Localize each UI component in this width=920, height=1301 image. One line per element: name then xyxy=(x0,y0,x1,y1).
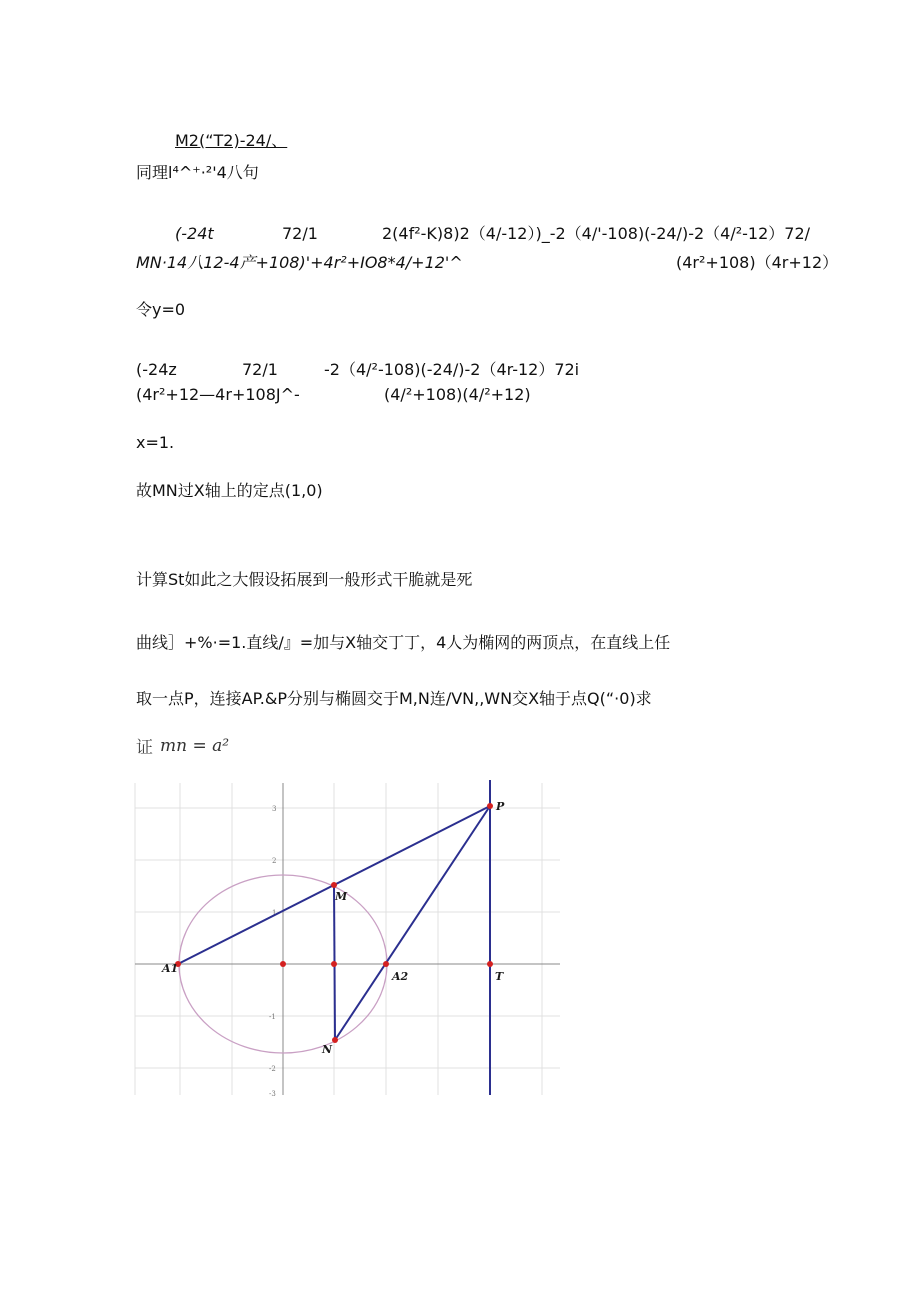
point-p xyxy=(487,803,493,809)
y-tick-1: 1 xyxy=(272,909,277,917)
doc-line-similarly: 同理l⁴^⁺·²'4八句 xyxy=(136,163,259,182)
eq1-part-a: (-24t xyxy=(175,224,214,243)
doc-line-m2: M2(“T2)-24/、 xyxy=(175,131,288,150)
y-tick-neg3: -3 xyxy=(269,1090,276,1098)
proof-prefix: 证 xyxy=(136,738,153,758)
point-a2 xyxy=(383,961,389,967)
proof-formula: mn = a² xyxy=(160,736,230,756)
conclusion: 故MN过X轴上的定点(1,0) xyxy=(136,481,323,500)
label-p: P xyxy=(496,800,505,813)
eq1-part-b: 72/1 xyxy=(282,224,318,243)
eq1-part-c: 2(4f²-K)8)2（4/-12）)_-2（4/'-108)(-24/)-2（4/²-12）72/ xyxy=(382,224,811,243)
point-t xyxy=(487,961,493,967)
let-y-zero: 令y=0 xyxy=(136,300,186,319)
x-equals-one: x=1. xyxy=(136,433,175,452)
point-n xyxy=(332,1037,338,1043)
eq3-part-c: -2（4/²-108)(-24/)-2（4r-12）72i xyxy=(324,360,580,379)
label-t: T xyxy=(495,970,504,983)
y-tick-neg1: -1 xyxy=(269,1013,276,1021)
eq3-part-b: 72/1 xyxy=(242,360,278,379)
y-tick-3: 3 xyxy=(272,805,277,813)
eq4-part-b: (4/²+108)(4/²+12) xyxy=(384,385,531,404)
y-tick-neg2: -2 xyxy=(269,1065,276,1073)
axes xyxy=(135,783,560,1095)
point-labels xyxy=(161,800,505,1056)
label-n: N xyxy=(322,1043,333,1056)
paragraph-2: 曲线］+%·=1.直线/』=加与X轴交丁丁，4人为椭网的两顶点，在直线上任 xyxy=(136,633,671,652)
label-a2: A2 xyxy=(392,970,409,983)
line-p-a2-n xyxy=(335,806,490,1040)
label-a1: A1 xyxy=(162,962,179,975)
y-tick-labels xyxy=(269,805,276,1098)
eq2-part-b: (4r²+108)（4r+12） xyxy=(676,253,839,272)
eq3-part-a: (-24z xyxy=(136,360,177,379)
paragraph-3: 取一点P，连接AP.&P分别与椭圆交于M,N连/VN,,WN交X轴于点Q(“·0)求 xyxy=(136,689,652,708)
label-m: M xyxy=(335,890,348,903)
eq4-part-a: (4r²+12—4r+108J^- xyxy=(136,385,300,404)
y-tick-2: 2 xyxy=(272,857,277,865)
eq2-part-a: MN·14八12-4产+108)'+4r²+IO8*4/+12'^ xyxy=(136,253,463,272)
paragraph-1: 计算St如此之大假设拓展到一般形式干脆就是死 xyxy=(136,570,473,589)
point-q xyxy=(331,961,337,967)
point-origin xyxy=(280,961,286,967)
point-m xyxy=(331,882,337,888)
grid xyxy=(135,783,560,1095)
